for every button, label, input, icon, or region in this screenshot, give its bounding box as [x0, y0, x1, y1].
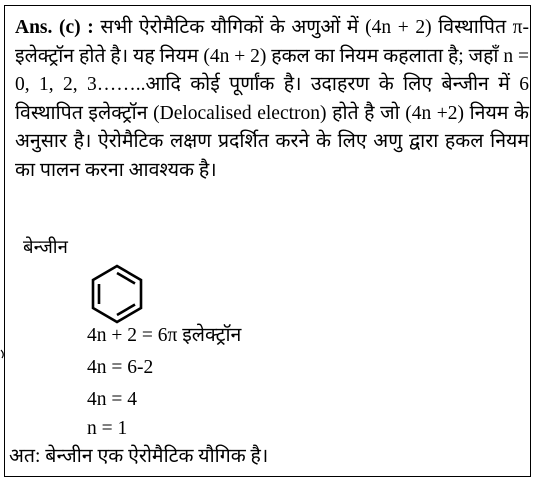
- answer-paragraph: [15, 14, 529, 186]
- equation-line-3: 4n = 4: [87, 389, 137, 410]
- benzene-label: बेन्जीन: [23, 238, 68, 258]
- benzene-ring-icon: [89, 264, 145, 324]
- equation-line-4: n = 1: [87, 418, 128, 439]
- equation-line-1: 4n + 2 = 6π इलेक्ट्रॉन: [87, 325, 242, 346]
- conclusion-text: अत: बेन्जीन एक ऐरोमैटिक यौगिक है।: [9, 446, 269, 467]
- answer-label: Ans. (c) :: [15, 17, 94, 38]
- answer-text: सभी ऐरोमैटिक यौगिकों के अणुओं में (4n + 2) विस्थापित π- इलेक्ट्रॉन होते है। यह नियम (4n + 2) हकल का नियम कहलाता है; जहाँ n = 0, 1, 2, 3……..आदि कोई पूर्णांक है। उदाहरण के लिए बेन्जीन में 6 विस्थापित इलेक्ट्रॉन (Delocalised electron) होते है जो (4n +2) नियम के अनुसार है। ऐरोमैटिक लक्षण प्रदर्शित करने के लिए अणु द्वारा हकल नियम का पालन करना आवश्यक है।: [15, 17, 530, 181]
- answer-box: [4, 5, 531, 477]
- equation-line-2: 4n = 6-2: [87, 357, 154, 378]
